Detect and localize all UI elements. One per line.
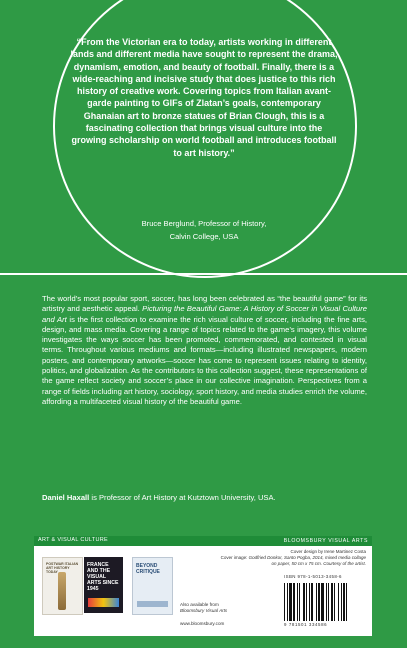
- also-available-line2: Bloomsbury Visual Arts: [180, 608, 228, 613]
- related-book-title: BEYOND CRITIQUE: [136, 563, 160, 575]
- cover-image-label: Cover image:: [220, 555, 248, 560]
- barcode-bar: [321, 583, 324, 621]
- description-body: is the first collection to examine the rich visual culture of soccer, including the fine arts, design, and mass media. Covering a range of topics related to the game’s imagery, this volume investigates the ways soccer has been promoted, commemorated, and contested in visual terms. Throughout various mediums and formats—including illustrated newspapers, modern posters, and contemporary artworks—soccer has come to represent issues relating to identity, politics, and globalization. As the contributors to this collection suggest, these representations of the game reflect society and soccer’s place in our collective imagination. Perspectives from a range of fields including art history, sociology, sport history, and media studies enrich the volume, affording a multifaceted visual history of the beautiful game.: [42, 314, 368, 406]
- also-available-line1: Also available from: [180, 602, 219, 607]
- barcode-bar: [299, 583, 300, 621]
- barcode-bar: [287, 583, 288, 621]
- author-bio: [42, 493, 367, 503]
- barcode-bar: [318, 583, 320, 621]
- barcode-bar: [309, 583, 310, 621]
- cover-stripe: [137, 601, 168, 607]
- barcode: [284, 583, 366, 621]
- barcode-bar: [343, 583, 345, 621]
- endorsement-author: [90, 218, 318, 243]
- barcode-bar: [289, 583, 292, 621]
- related-book-title: POSTWAR ITALIAN ART HISTORY TODAY: [46, 562, 79, 575]
- related-book-cover[interactable]: [42, 557, 83, 615]
- description-intro: The world’s most popular sport, soccer, has long been celebrated as “the beautiful game” for its artistry and aesthetic appeal.: [42, 294, 367, 314]
- sculpture-image: [58, 572, 66, 610]
- cover-credits: [216, 549, 366, 567]
- barcode-bar: [341, 583, 342, 621]
- barcode-bar: [328, 583, 329, 621]
- related-book-cover[interactable]: [132, 557, 173, 615]
- barcode-bar: [306, 583, 307, 621]
- barcode-bar: [297, 583, 298, 621]
- related-book-cover[interactable]: [84, 557, 123, 613]
- barcode-bar: [284, 583, 285, 621]
- cover-design-credit: Cover design by Irene Martinez Costa: [290, 549, 366, 554]
- band-header: [34, 536, 372, 546]
- barcode-bar: [338, 583, 339, 621]
- publisher-website[interactable]: www.bloomsbury.com: [180, 621, 225, 626]
- related-book-title: FRANCE AND THE VISUAL ARTS SINCE 1945: [87, 562, 119, 592]
- isbn-label: ISBN 978-1-5013-3458-6: [284, 574, 342, 579]
- pitch-halfway-line: [0, 273, 407, 275]
- endorsement-author-affiliation: Calvin College, USA: [169, 231, 239, 241]
- also-available-note: [180, 602, 270, 614]
- barcode-bar: [311, 583, 313, 621]
- cover-image-text: Godfried Donkor, Santo Pogba, 2014, mixed media collage on paper, 50 cm x 75 cm. Courtesy of the artist.: [248, 555, 366, 566]
- cover-image-credit: [216, 555, 366, 567]
- barcode-bar: [331, 583, 333, 621]
- author-name: Daniel Haxall: [42, 493, 90, 502]
- endorsement-author-name: Bruce Berglund, Professor of History,: [141, 219, 267, 228]
- author-bio-text: is Professor of Art History at Kutztown University, USA.: [89, 493, 276, 502]
- publisher-label: BLOOMSBURY VISUAL ARTS: [283, 537, 368, 544]
- endorsement-quote: “From the Victorian era to today, artists working in different lands and different media have sought to represent the drama, dynamism, emotion, and beauty of football. Finally, there is a wide-reaching and incisive study that does justice to this rich history of creative work. Covering topics from Italian avant-garde painting to GIFs of Zlatan’s goals, contemporary Ghanaian art to bronze statues of Brian Clough, this is a fascinating collection that brings visual culture into the growing scholarship on world football and introduces football to art history.”: [70, 37, 338, 158]
- barcode-bar: [303, 583, 305, 621]
- description-book-title: Picturing the Beautiful Game: A History of Soccer in Visual Culture and Art: [42, 304, 367, 324]
- barcode-bar: [326, 583, 327, 621]
- publisher-band: [34, 536, 372, 636]
- barcode-number: 9 781501 334586: [284, 622, 328, 627]
- barcode-bar: [334, 583, 335, 621]
- color-swatch-image: [88, 598, 119, 607]
- barcode-bar: [293, 583, 295, 621]
- barcode-bar: [346, 583, 347, 621]
- barcode-bar: [316, 583, 317, 621]
- book-description: [42, 294, 367, 407]
- category-label: ART & VISUAL CULTURE: [38, 537, 108, 543]
